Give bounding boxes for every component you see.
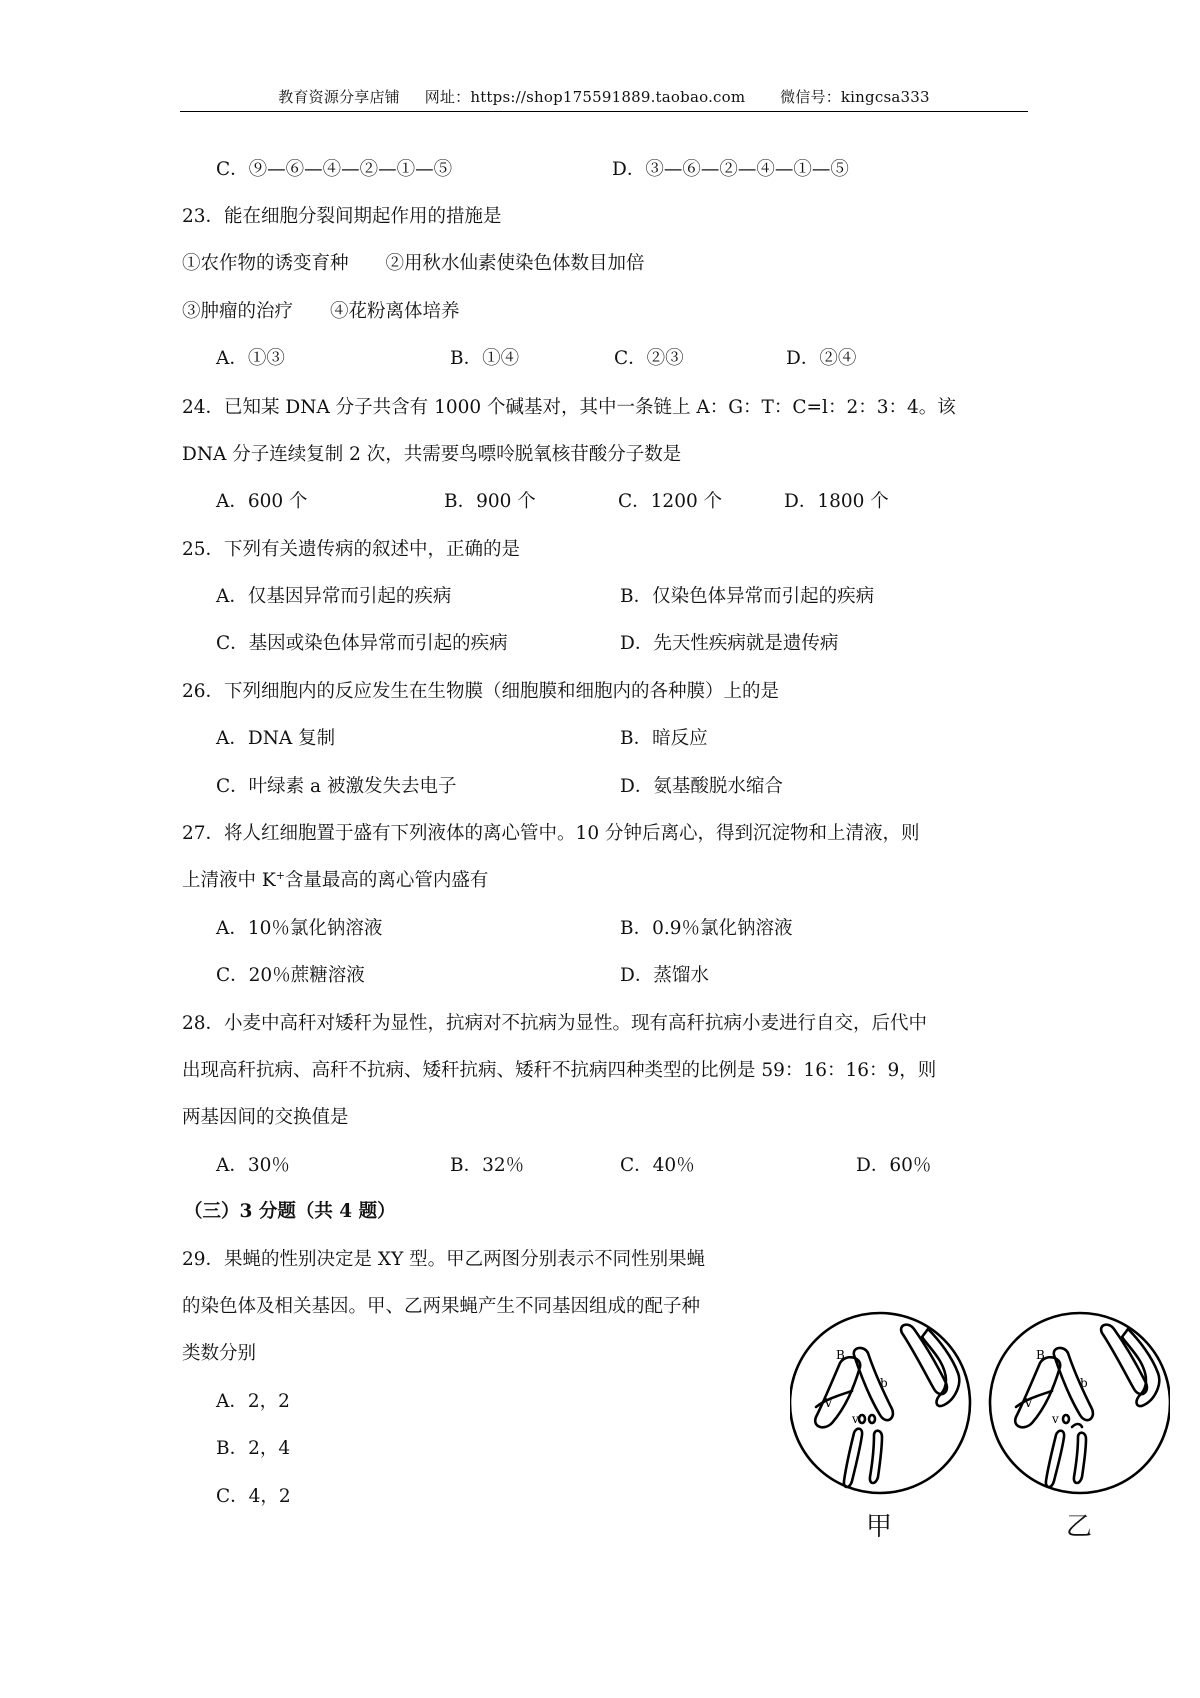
q24-stem-line-2: DNA 分子连续复制 2 次，共需要鸟嘌呤脱氧核苷酸分子数是 xyxy=(182,444,682,465)
q28-stem-line-1: 28．小麦中高秆对矮秆为显性，抗病对不抗病为显性。现有高秆抗病小麦进行自交，后代中 xyxy=(182,1013,928,1034)
cell-jia xyxy=(790,1313,970,1493)
q27-stem-pre: 上清液中 K xyxy=(182,870,276,891)
q25-option-d: D．先天性疾病就是遗传病 xyxy=(620,633,839,654)
q28-stem-line-2: 出现高秆抗病、高秆不抗病、矮秆抗病、矮秆不抗病四种类型的比例是 59：16：16：9，则 xyxy=(182,1060,937,1081)
q25-option-c: C．基因或染色体异常而引起的疾病 xyxy=(216,633,508,654)
header-divider xyxy=(180,111,1028,112)
q25-option-b: B．仅染色体异常而引起的疾病 xyxy=(620,586,875,607)
q26-option-a: A．DNA 复制 xyxy=(216,728,336,749)
dot-chromosome-2 xyxy=(869,1415,875,1423)
q27-stem-line-2 xyxy=(182,869,488,893)
q22-option-d: D．③—⑥—②—④—①—⑤ xyxy=(612,159,849,180)
gene-label-jia-B: B xyxy=(836,1348,845,1362)
rod-chromosome-1 xyxy=(844,1429,862,1487)
cell-yi xyxy=(990,1313,1170,1493)
header-wechat: 微信号：kingcsa333 xyxy=(780,88,930,106)
q27-option-d: D．蒸馏水 xyxy=(620,965,709,986)
dot-chromosome-1 xyxy=(859,1415,865,1423)
q26-option-b: B．暗反应 xyxy=(620,728,708,749)
q23-item-line-2: ③肿瘤的治疗 ④花粉离体培养 xyxy=(182,301,460,322)
header-url: 网址：https://shop175591889.taobao.com xyxy=(424,88,746,106)
q27-potassium-charge: + xyxy=(275,869,285,882)
q28-stem-line-3: 两基因间的交换值是 xyxy=(182,1107,349,1128)
figure-label-yi: 乙 xyxy=(1066,1512,1093,1542)
q29-option-c: C．4，2 xyxy=(216,1486,291,1507)
q27-option-b: B．0.9％氯化钠溶液 xyxy=(620,918,793,939)
q27-option-a: A．10％氯化钠溶液 xyxy=(216,918,383,939)
q24-option-d: D．1800 个 xyxy=(784,491,889,512)
page-header xyxy=(180,86,1028,107)
hook-chromosome-yi xyxy=(1072,1424,1082,1427)
gene-label-yi-b: b xyxy=(1080,1376,1088,1390)
gene-label-jia-v: v xyxy=(852,1412,859,1426)
q28-option-b: B．32％ xyxy=(450,1155,525,1176)
q24-option-a: A．600 个 xyxy=(216,491,308,512)
section-3-title: （三）3 分题（共 4 题） xyxy=(184,1201,396,1222)
q26-stem: 26．下列细胞内的反应发生在生物膜（细胞膜和细胞内的各种膜）上的是 xyxy=(182,681,780,702)
figure-label-jia: 甲 xyxy=(866,1512,893,1542)
q29-stem-line-1: 29．果蝇的性别决定是 XY 型。甲乙两图分别表示不同性别果蝇 xyxy=(182,1249,706,1270)
rod-chromosome-2 xyxy=(870,1431,882,1483)
q24-stem-line-1: 24．已知某 DNA 分子共含有 1000 个碱基对，其中一条链上 A：G：T：C=l：2：3：4。该 xyxy=(182,397,956,418)
q22-option-c: C．⑨—⑥—④—②—①—⑤ xyxy=(216,159,453,180)
q27-stem-line-1: 27．将人红细胞置于盛有下列液体的离心管中。10 分钟后离心，得到沉淀物和上清液，则 xyxy=(182,823,920,844)
q24-option-c: C．1200 个 xyxy=(618,491,723,512)
gene-label-jia-V: V xyxy=(824,1396,833,1410)
q29-stem-line-2: 的染色体及相关基因。甲、乙两果蝇产生不同基因组成的配子种 xyxy=(182,1296,701,1317)
q28-option-d: D．60％ xyxy=(856,1155,932,1176)
cell-membrane-yi xyxy=(990,1313,1170,1493)
q23-item-line-1: ①农作物的诱变育种 ②用秋水仙素使染色体数目加倍 xyxy=(182,253,645,274)
q23-option-c: C．②③ xyxy=(614,348,684,369)
q29-option-a: A．2，2 xyxy=(216,1391,290,1412)
chromosome-right-b xyxy=(922,1329,959,1406)
q26-option-c: C．叶绿素 a 被激发失去电子 xyxy=(216,776,457,797)
gene-label-yi-v: v xyxy=(1052,1412,1059,1426)
q23-option-d: D．②④ xyxy=(786,348,857,369)
chromosome-yi-right-b xyxy=(1122,1329,1159,1406)
q23-option-b: B．①④ xyxy=(450,348,520,369)
q23-option-a: A．①③ xyxy=(216,348,285,369)
q24-option-b: B．900 个 xyxy=(444,491,536,512)
q23-stem: 23．能在细胞分裂间期起作用的措施是 xyxy=(182,206,502,227)
q25-stem: 25．下列有关遗传病的叙述中，正确的是 xyxy=(182,539,521,560)
q25-option-a: A．仅基因异常而引起的疾病 xyxy=(216,586,452,607)
q27-option-c: C．20％蔗糖溶液 xyxy=(216,965,365,986)
rod-chromosome-yi-2 xyxy=(1074,1433,1086,1483)
gene-label-jia-b: b xyxy=(880,1376,888,1390)
rod-chromosome-yi-1 xyxy=(1046,1431,1064,1487)
q26-option-d: D．氨基酸脱水缩合 xyxy=(620,776,783,797)
q29-chromosome-figure xyxy=(790,1295,1170,1525)
q28-option-a: A．30％ xyxy=(216,1155,290,1176)
q29-stem-line-3: 类数分别 xyxy=(182,1343,257,1364)
q28-option-c: C．40％ xyxy=(620,1155,695,1176)
q29-option-b: B．2，4 xyxy=(216,1438,291,1459)
gene-label-yi-B: B xyxy=(1036,1348,1045,1362)
gene-label-yi-V: V xyxy=(1024,1396,1033,1410)
dot-chromosome-yi-1 xyxy=(1063,1415,1069,1423)
q27-stem-post: 含量最高的离心管内盛有 xyxy=(284,870,489,891)
header-shop: 教育资源分享店铺 xyxy=(278,88,400,106)
